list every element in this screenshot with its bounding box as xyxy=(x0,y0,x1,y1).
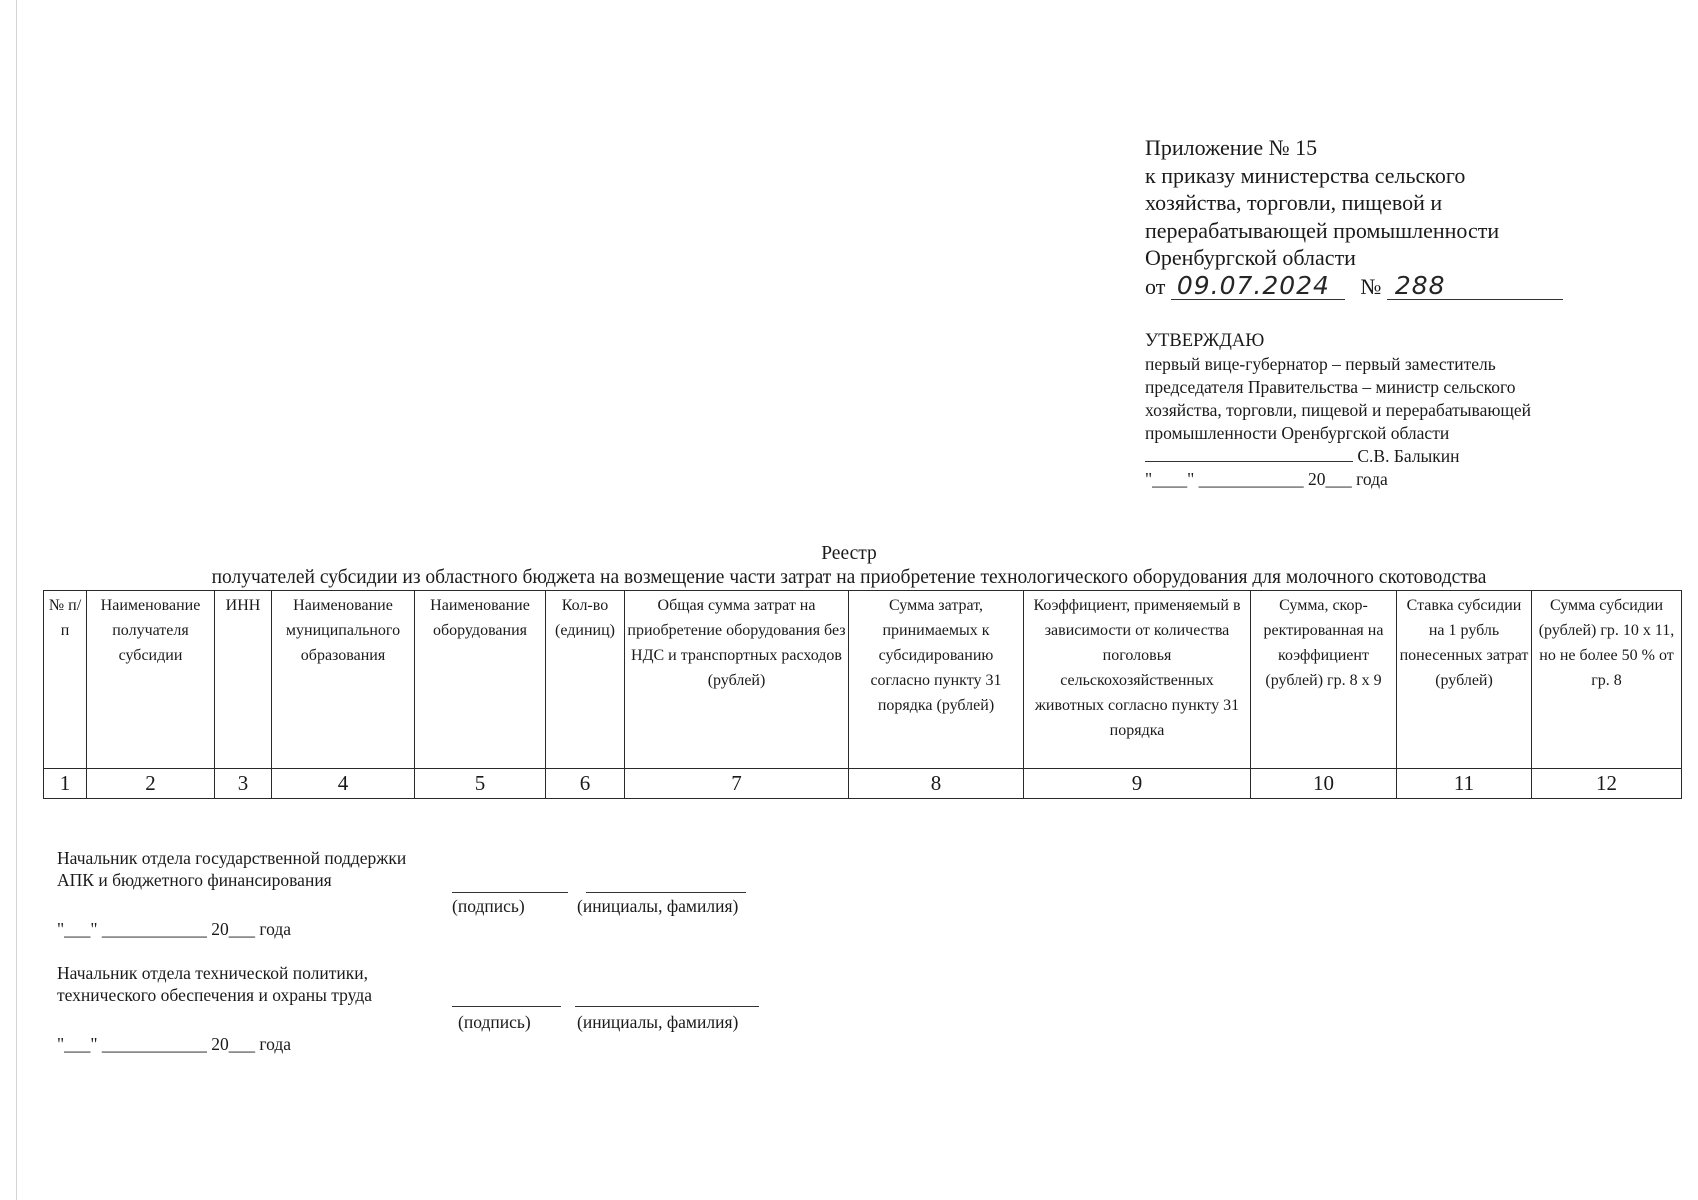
column-number-cell: 10 xyxy=(1251,769,1397,799)
appendix-line: Оренбургской области xyxy=(1145,245,1356,270)
column-number-cell: 9 xyxy=(1024,769,1251,799)
header-cell: № п/п xyxy=(44,591,87,769)
position-title: Начальник отдела технической политики, xyxy=(57,963,369,983)
signature-caption: (подпись) xyxy=(458,1012,531,1032)
approval-line: председателя Правительства – министр сельского xyxy=(1145,377,1516,397)
approval-block xyxy=(1145,330,1531,491)
signature-block-2 xyxy=(57,962,372,1006)
column-number-cell: 7 xyxy=(625,769,849,799)
header-cell: ИНН xyxy=(215,591,272,769)
column-number-cell: 3 xyxy=(215,769,272,799)
table-header-row xyxy=(44,591,1682,769)
signature-blank xyxy=(452,892,568,893)
position-title: АПК и бюджетного финансирования xyxy=(57,870,332,890)
column-number-row xyxy=(44,769,1682,799)
column-number-cell: 11 xyxy=(1397,769,1532,799)
signature-blank xyxy=(1145,461,1353,462)
signature-date-line: "___" ____________ 20___ года xyxy=(57,1034,292,1054)
handwritten-number: 288 xyxy=(1387,272,1563,301)
number-label: № xyxy=(1360,273,1382,299)
approval-date-line: "____" ____________ 20___ года xyxy=(1145,469,1388,489)
signature-caption: (подпись) xyxy=(452,896,525,916)
signer-name: С.В. Балыкин xyxy=(1357,446,1460,466)
name-blank xyxy=(575,1006,759,1007)
appendix-line: хозяйства, торговли, пищевой и xyxy=(1145,190,1443,215)
name-caption: (инициалы, фамилия) xyxy=(577,896,739,916)
column-number-cell: 4 xyxy=(272,769,415,799)
approval-line: промышленности Оренбургской области xyxy=(1145,423,1450,443)
column-number-cell: 8 xyxy=(849,769,1024,799)
header-cell: Наименование оборудования xyxy=(415,591,546,769)
column-number-cell: 1 xyxy=(44,769,87,799)
register-subtitle: получателей субсидии из областного бюджета на возмещение части затрат на приобретение технологического оборудования для молочного скотоводства xyxy=(211,567,1487,588)
column-number-cell: 12 xyxy=(1532,769,1682,799)
appendix-line: перерабатывающей промышленности xyxy=(1145,217,1500,243)
signature-date-line: "___" ____________ 20___ года xyxy=(57,919,292,939)
position-title: технического обеспечения и охраны труда xyxy=(57,985,372,1005)
header-cell: Сумма, скор-ректированная на коэффициент (рублей) гр. 8 х 9 xyxy=(1251,591,1397,769)
order-date-number-line xyxy=(1145,272,1563,302)
approval-line: первый вице-губернатор – первый заместитель xyxy=(1145,354,1496,374)
appendix-line: к приказу министерства сельского xyxy=(1145,162,1466,188)
header-cell: Коэффициент, применяемый в зависимости от количества поголовья сельскохозяйственных животных согласно пункту 31 порядка xyxy=(1024,591,1251,769)
appendix-block xyxy=(1145,134,1563,302)
header-cell: Наименование получателя субсидии xyxy=(87,591,215,769)
column-number-cell: 2 xyxy=(87,769,215,799)
register-table xyxy=(43,590,1682,799)
signature-block-1 xyxy=(57,847,406,891)
from-label: от xyxy=(1145,273,1166,299)
header-cell: Ставка субсидии на 1 рубль понесенных затрат (рублей) xyxy=(1397,591,1532,769)
handwritten-date: 09.07.2024 xyxy=(1171,272,1345,301)
signer-line xyxy=(1145,445,1531,468)
approval-line: хозяйства, торговли, пищевой и перерабатывающей xyxy=(1145,400,1532,420)
column-number-cell: 6 xyxy=(546,769,625,799)
appendix-line: Приложение № 15 xyxy=(1145,135,1318,160)
position-title: Начальник отдела государственной поддержки xyxy=(57,848,407,868)
header-cell: Кол-во (единиц) xyxy=(546,591,625,769)
approval-heading: УТВЕРЖДАЮ xyxy=(1145,331,1265,351)
name-caption: (инициалы, фамилия) xyxy=(577,1012,739,1032)
header-cell: Сумма субсидии (рублей) гр. 10 х 11, но не более 50 % от гр. 8 xyxy=(1532,591,1682,769)
register-title: Реестр xyxy=(821,543,877,564)
column-number-cell: 5 xyxy=(415,769,546,799)
header-cell: Сумма затрат, принимаемых к субсидированию согласно пункту 31 порядка (рублей) xyxy=(849,591,1024,769)
name-blank xyxy=(586,892,746,893)
scan-edge-line xyxy=(16,0,17,1200)
header-cell: Общая сумма затрат на приобретение оборудования без НДС и транспортных расходов (рублей) xyxy=(625,591,849,769)
header-cell: Наименование муниципального образования xyxy=(272,591,415,769)
signature-blank xyxy=(452,1006,561,1007)
